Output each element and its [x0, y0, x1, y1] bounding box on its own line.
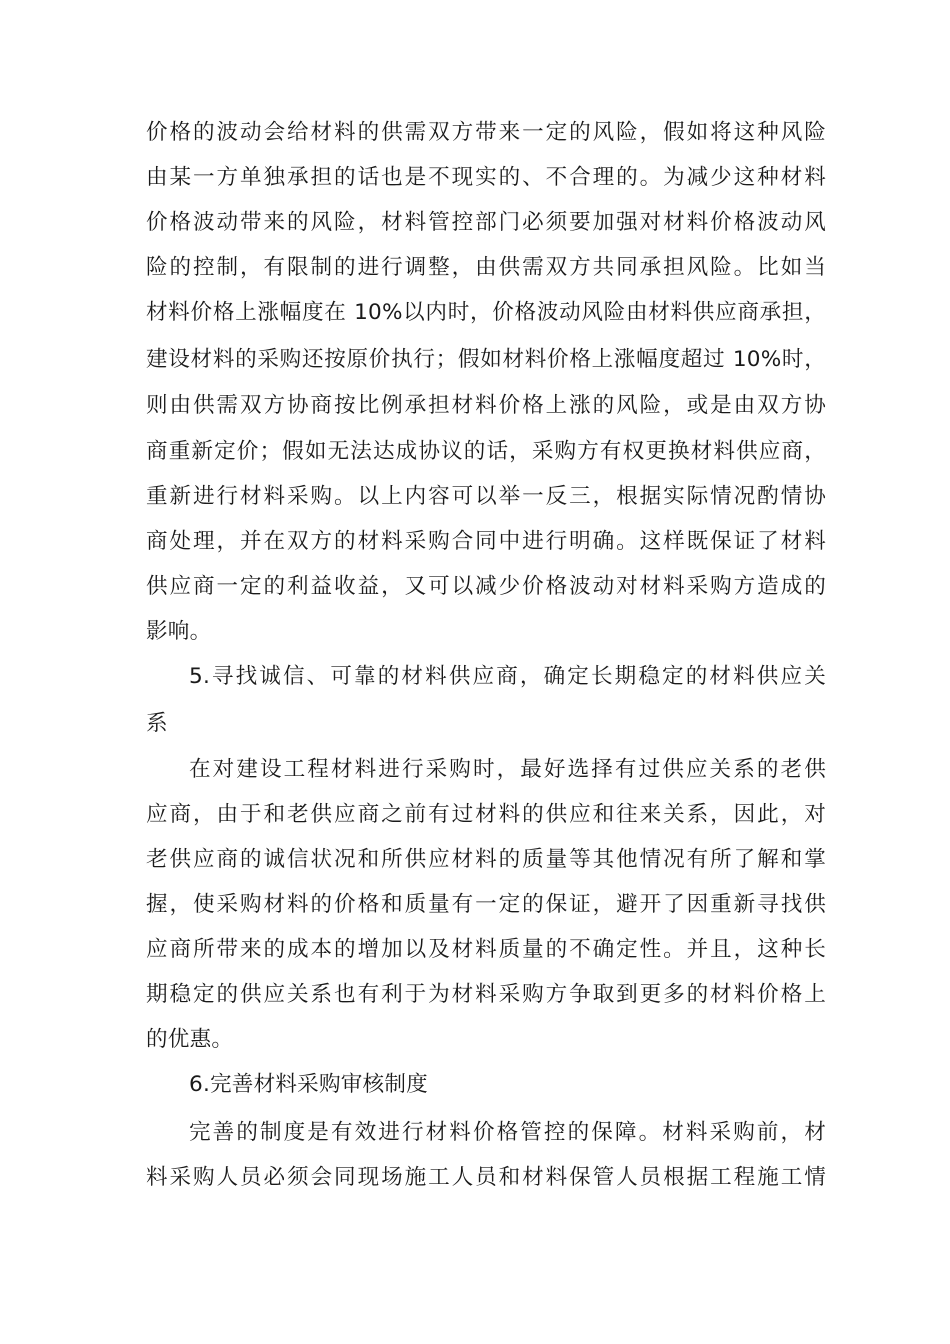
text-line: 价格波动带来的风险，材料管控部门必须要加强对材料价格波动风 — [146, 210, 826, 235]
section-heading-5: 5.寻找诚信、可靠的材料供应商，确定长期稳定的材料供应关 — [189, 664, 826, 689]
text-line: 险的控制，有限制的进行调整，由供需双方共同承担风险。比如当 — [146, 255, 826, 280]
text-line: 老供应商的诚信状况和所供应材料的质量等其他情况有所了解和掌 — [146, 847, 826, 872]
text-line: 商处理，并在双方的材料采购合同中进行明确。这样既保证了材料 — [146, 529, 826, 554]
text-line: 则由供需双方协商按比例承担材料价格上涨的风险，或是由双方协 — [146, 393, 826, 418]
text-line: 材料价格上涨幅度在 10%以内时，价格波动风险由材料供应商承担， — [146, 300, 826, 325]
text-line: 供应商一定的利益收益，又可以减少价格波动对材料采购方造成的 — [146, 574, 826, 599]
text-line: 料采购人员必须会同现场施工人员和材料保管人员根据工程施工情 — [146, 1165, 826, 1190]
text-line: 的优惠。 — [146, 1027, 234, 1052]
text-line: 完善的制度是有效进行材料价格管控的保障。材料采购前，材 — [189, 1120, 826, 1145]
text-line: 商重新定价；假如无法达成协议的话，采购方有权更换材料供应商， — [146, 439, 826, 464]
section-heading-6: 6.完善材料采购审核制度 — [189, 1072, 428, 1097]
text-line: 由某一方单独承担的话也是不现实的、不合理的。为减少这种材料 — [146, 165, 826, 190]
text-line: 重新进行材料采购。以上内容可以举一反三，根据实际情况酌情协 — [146, 484, 826, 509]
text-line: 建设材料的采购还按原价执行；假如材料价格上涨幅度超过 10%时， — [146, 347, 826, 372]
text-line: 影响。 — [146, 619, 212, 644]
text-line: 在对建设工程材料进行采购时，最好选择有过供应关系的老供 — [189, 757, 826, 782]
section-heading-5-cont: 系 — [146, 711, 168, 736]
text-line: 握，使采购材料的价格和质量有一定的保证，避开了因重新寻找供 — [146, 892, 826, 917]
text-line: 期稳定的供应关系也有利于为材料采购方争取到更多的材料价格上 — [146, 982, 826, 1007]
text-line: 价格的波动会给材料的供需双方带来一定的风险，假如将这种风险 — [146, 120, 826, 145]
text-line: 应商，由于和老供应商之前有过材料的供应和往来关系，因此，对 — [146, 802, 826, 827]
text-line: 应商所带来的成本的增加以及材料质量的不确定性。并且，这种长 — [146, 937, 826, 962]
